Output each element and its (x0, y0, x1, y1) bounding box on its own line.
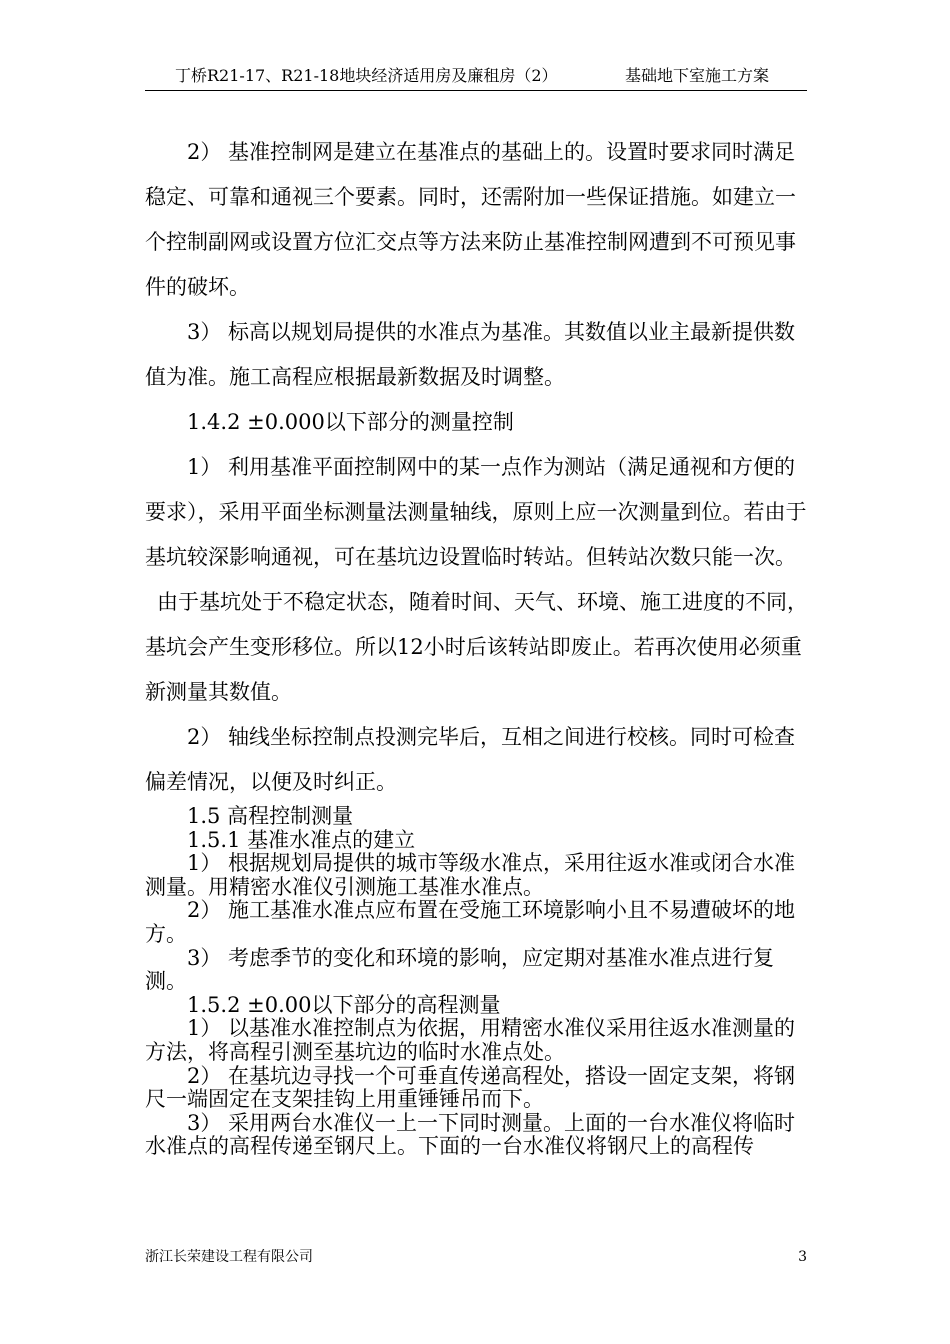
section-heading: 1.5 高程控制测量 (187, 804, 354, 828)
document-body (145, 130, 810, 1159)
paragraph: 2） 基准控制网是建立在基准点的基础上的。设置时要求同时满足稳定、可靠和通视三个要素。同时，还需附加一些保证措施。如建立一个控制副网或设置方位汇交点等方法来防止基准控制网遭到不可预见事件的破坏。 (145, 140, 796, 299)
header-project-title: 丁桥R21-17、R21-18地块经济适用房及廉租房（2） (175, 66, 558, 85)
paragraph: 2） 施工基准水准点应布置在受施工环境影响小且不易遭破坏的地方。 (145, 898, 796, 946)
paragraph: 1） 以基准水准控制点为依据，用精密水准仪采用往返水准测量的方法，将高程引测至基坑边的临时水准点处。 (145, 1016, 796, 1064)
paragraph: 3） 采用两台水准仪一上一下同时测量。上面的一台水准仪将临时水准点的高程传递至钢尺上。下面的一台水准仪将钢尺上的高程传 (145, 1110, 796, 1159)
footer-company: 浙江长荣建设工程有限公司 (145, 1249, 313, 1265)
paragraph: 2） 轴线坐标控制点投测完毕后，互相之间进行校核。同时可检查偏差情况，以便及时纠正。 (145, 725, 796, 794)
paragraph: 3） 标高以规划局提供的水准点为基准。其数值以业主最新提供数值为准。施工高程应根据最新数据及时调整。 (145, 320, 796, 389)
section-heading: 1.4.2 ±0.000以下部分的测量控制 (187, 410, 514, 434)
paragraph: 1） 根据规划局提供的城市等级水准点，采用往返水准或闭合水准测量。用精密水准仪引测施工基准水准点。 (145, 851, 796, 899)
paragraph: 3） 考虑季节的变化和环境的影响，应定期对基准水准点进行复测。 (145, 945, 775, 994)
page-header (145, 66, 807, 91)
page-number: 3 (798, 1249, 807, 1265)
header-document-title: 基础地下室施工方案 (625, 66, 770, 85)
section-heading: 1.5.1 基准水准点的建立 (187, 827, 416, 852)
paragraph: 2） 在基坑边寻找一个可垂直传递高程处，搭设一固定支架，将钢尺一端固定在支架挂钩上用重锤锤吊而下。 (145, 1063, 796, 1112)
section-heading: 1.5.2 ±0.00以下部分的高程测量 (187, 992, 501, 1017)
paragraph: 由于基坑处于不稳定状态，随着时间、天气、环境、施工进度的不同，基坑会产生变形移位。所以12小时后该转站即废止。若再次使用必须重新测量其数值。 (145, 590, 808, 704)
paragraph: 1） 利用基准平面控制网中的某一点作为测站（满足通视和方便的要求），采用平面坐标测量法测量轴线，原则上应一次测量到位。若由于基坑较深影响通视，可在基坑边设置临时转站。但转站次数只能一次。 (145, 455, 807, 569)
